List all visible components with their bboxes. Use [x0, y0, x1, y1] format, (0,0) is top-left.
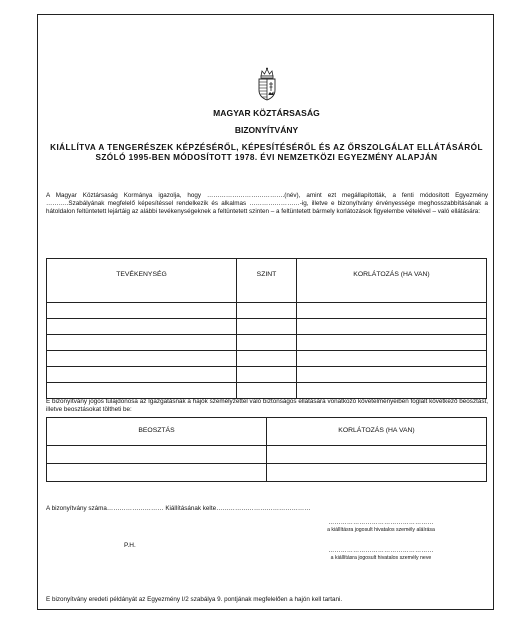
table-cell[interactable]: [297, 303, 487, 319]
table-row: [47, 319, 487, 335]
table-cell[interactable]: [47, 335, 237, 351]
hungarian-coat-of-arms-icon: [256, 67, 278, 101]
table-row: [47, 303, 487, 319]
table-cell[interactable]: [267, 464, 487, 482]
table-row: [47, 446, 487, 464]
table-cell[interactable]: [267, 446, 487, 464]
signature-block: [286, 520, 476, 534]
name-block: [286, 548, 476, 562]
table-cell[interactable]: [47, 383, 237, 399]
table-cell[interactable]: [237, 383, 297, 399]
certificate-number-and-date-line: A bizonyítvány száma……………………… Kiállításának kelte………………………………………: [46, 505, 311, 512]
table-cell[interactable]: [297, 351, 487, 367]
table-cell[interactable]: [237, 367, 297, 383]
country-heading: MAGYAR KÖZTÁRSASÁG: [213, 108, 320, 118]
activities-table-header: [47, 259, 487, 303]
column-header-activity: TEVÉKENYSÉG: [47, 259, 237, 303]
table-cell[interactable]: [47, 464, 267, 482]
stamp-placeholder: P.H.: [124, 542, 136, 549]
positions-table-header: [47, 418, 487, 446]
table-cell[interactable]: [237, 335, 297, 351]
footer-note: E bizonyítvány eredeti példányát az Egyezmény I/2 szabálya 9. pontjának megfelelően a hajón kell tartani.: [46, 596, 343, 603]
table-row: [47, 351, 487, 367]
signature-line: ……………………………………………: [328, 520, 434, 526]
table-row: [47, 464, 487, 482]
name-line: ……………………………………………: [328, 548, 434, 554]
positions-table: [46, 417, 487, 482]
table-cell[interactable]: [297, 383, 487, 399]
table-row: [47, 367, 487, 383]
table-cell[interactable]: [297, 335, 487, 351]
name-label: a kiállításra jogosult hivatalos személy neve: [330, 555, 432, 561]
column-header-limitation: KORLÁTOZÁS (HA VAN): [297, 259, 487, 303]
table-row: [47, 335, 487, 351]
table-cell[interactable]: [47, 303, 237, 319]
table-cell[interactable]: [47, 351, 237, 367]
table-cell[interactable]: [237, 303, 297, 319]
certificate-subtitle: KIÁLLÍTVA A TENGERÉSZEK KÉPZÉSÉRŐL, KÉPESÍTÉSÉRŐL ÉS AZ ŐRSZOLGÁLAT ELLÁTÁSÁRÓL SZÓLÓ 1995-BEN MÓDOSÍTOTT 1978. ÉVI NEMZETKÖZI EGYEZMÉNY ALAPJÁN: [50, 143, 483, 162]
certificate-title: BIZONYÍTVÁNY: [234, 125, 299, 135]
table-cell[interactable]: [47, 319, 237, 335]
activities-table: [46, 258, 487, 399]
table-row: [47, 383, 487, 399]
table-cell[interactable]: [237, 319, 297, 335]
table-cell[interactable]: [47, 367, 237, 383]
table-cell[interactable]: [47, 446, 267, 464]
table-cell[interactable]: [237, 351, 297, 367]
intro-paragraph: A Magyar Köztársaság Kormánya igazolja, hogy ……………………………….(név), amint ezt megállapították, a fenti módosított Egyezmény ………..Szabályának megfelelő képesítéssel rendelkezik és alkalmas ……………………-ig, illetve e bizonyítvány érvényessége meghosszabbításának a hátoldalon feltüntetett lejártáig az alábbi tevékenységeknek a feltüntetett szinten – a feltüntetett bármely korlátozások figyelembe vételével – való ellátására:: [46, 192, 488, 216]
table-cell[interactable]: [297, 367, 487, 383]
positions-paragraph: E bizonyítvány jogos tulajdonosa az Igazgatásnak a hajók személyzettel való biztonságos ellátására vonatkozó követelményeiben foglalt következő beosztást, illetve beosztásokat töltheti be:: [46, 398, 488, 414]
table-cell[interactable]: [297, 319, 487, 335]
column-header-position: BEOSZTÁS: [47, 418, 267, 446]
signature-label: a kiállításra jogosult hivatalos személy aláírása: [327, 527, 435, 533]
column-header-level: SZINT: [237, 259, 297, 303]
certificate-page: [37, 14, 494, 610]
column-header-limitation: KORLÁTOZÁS (HA VAN): [267, 418, 487, 446]
